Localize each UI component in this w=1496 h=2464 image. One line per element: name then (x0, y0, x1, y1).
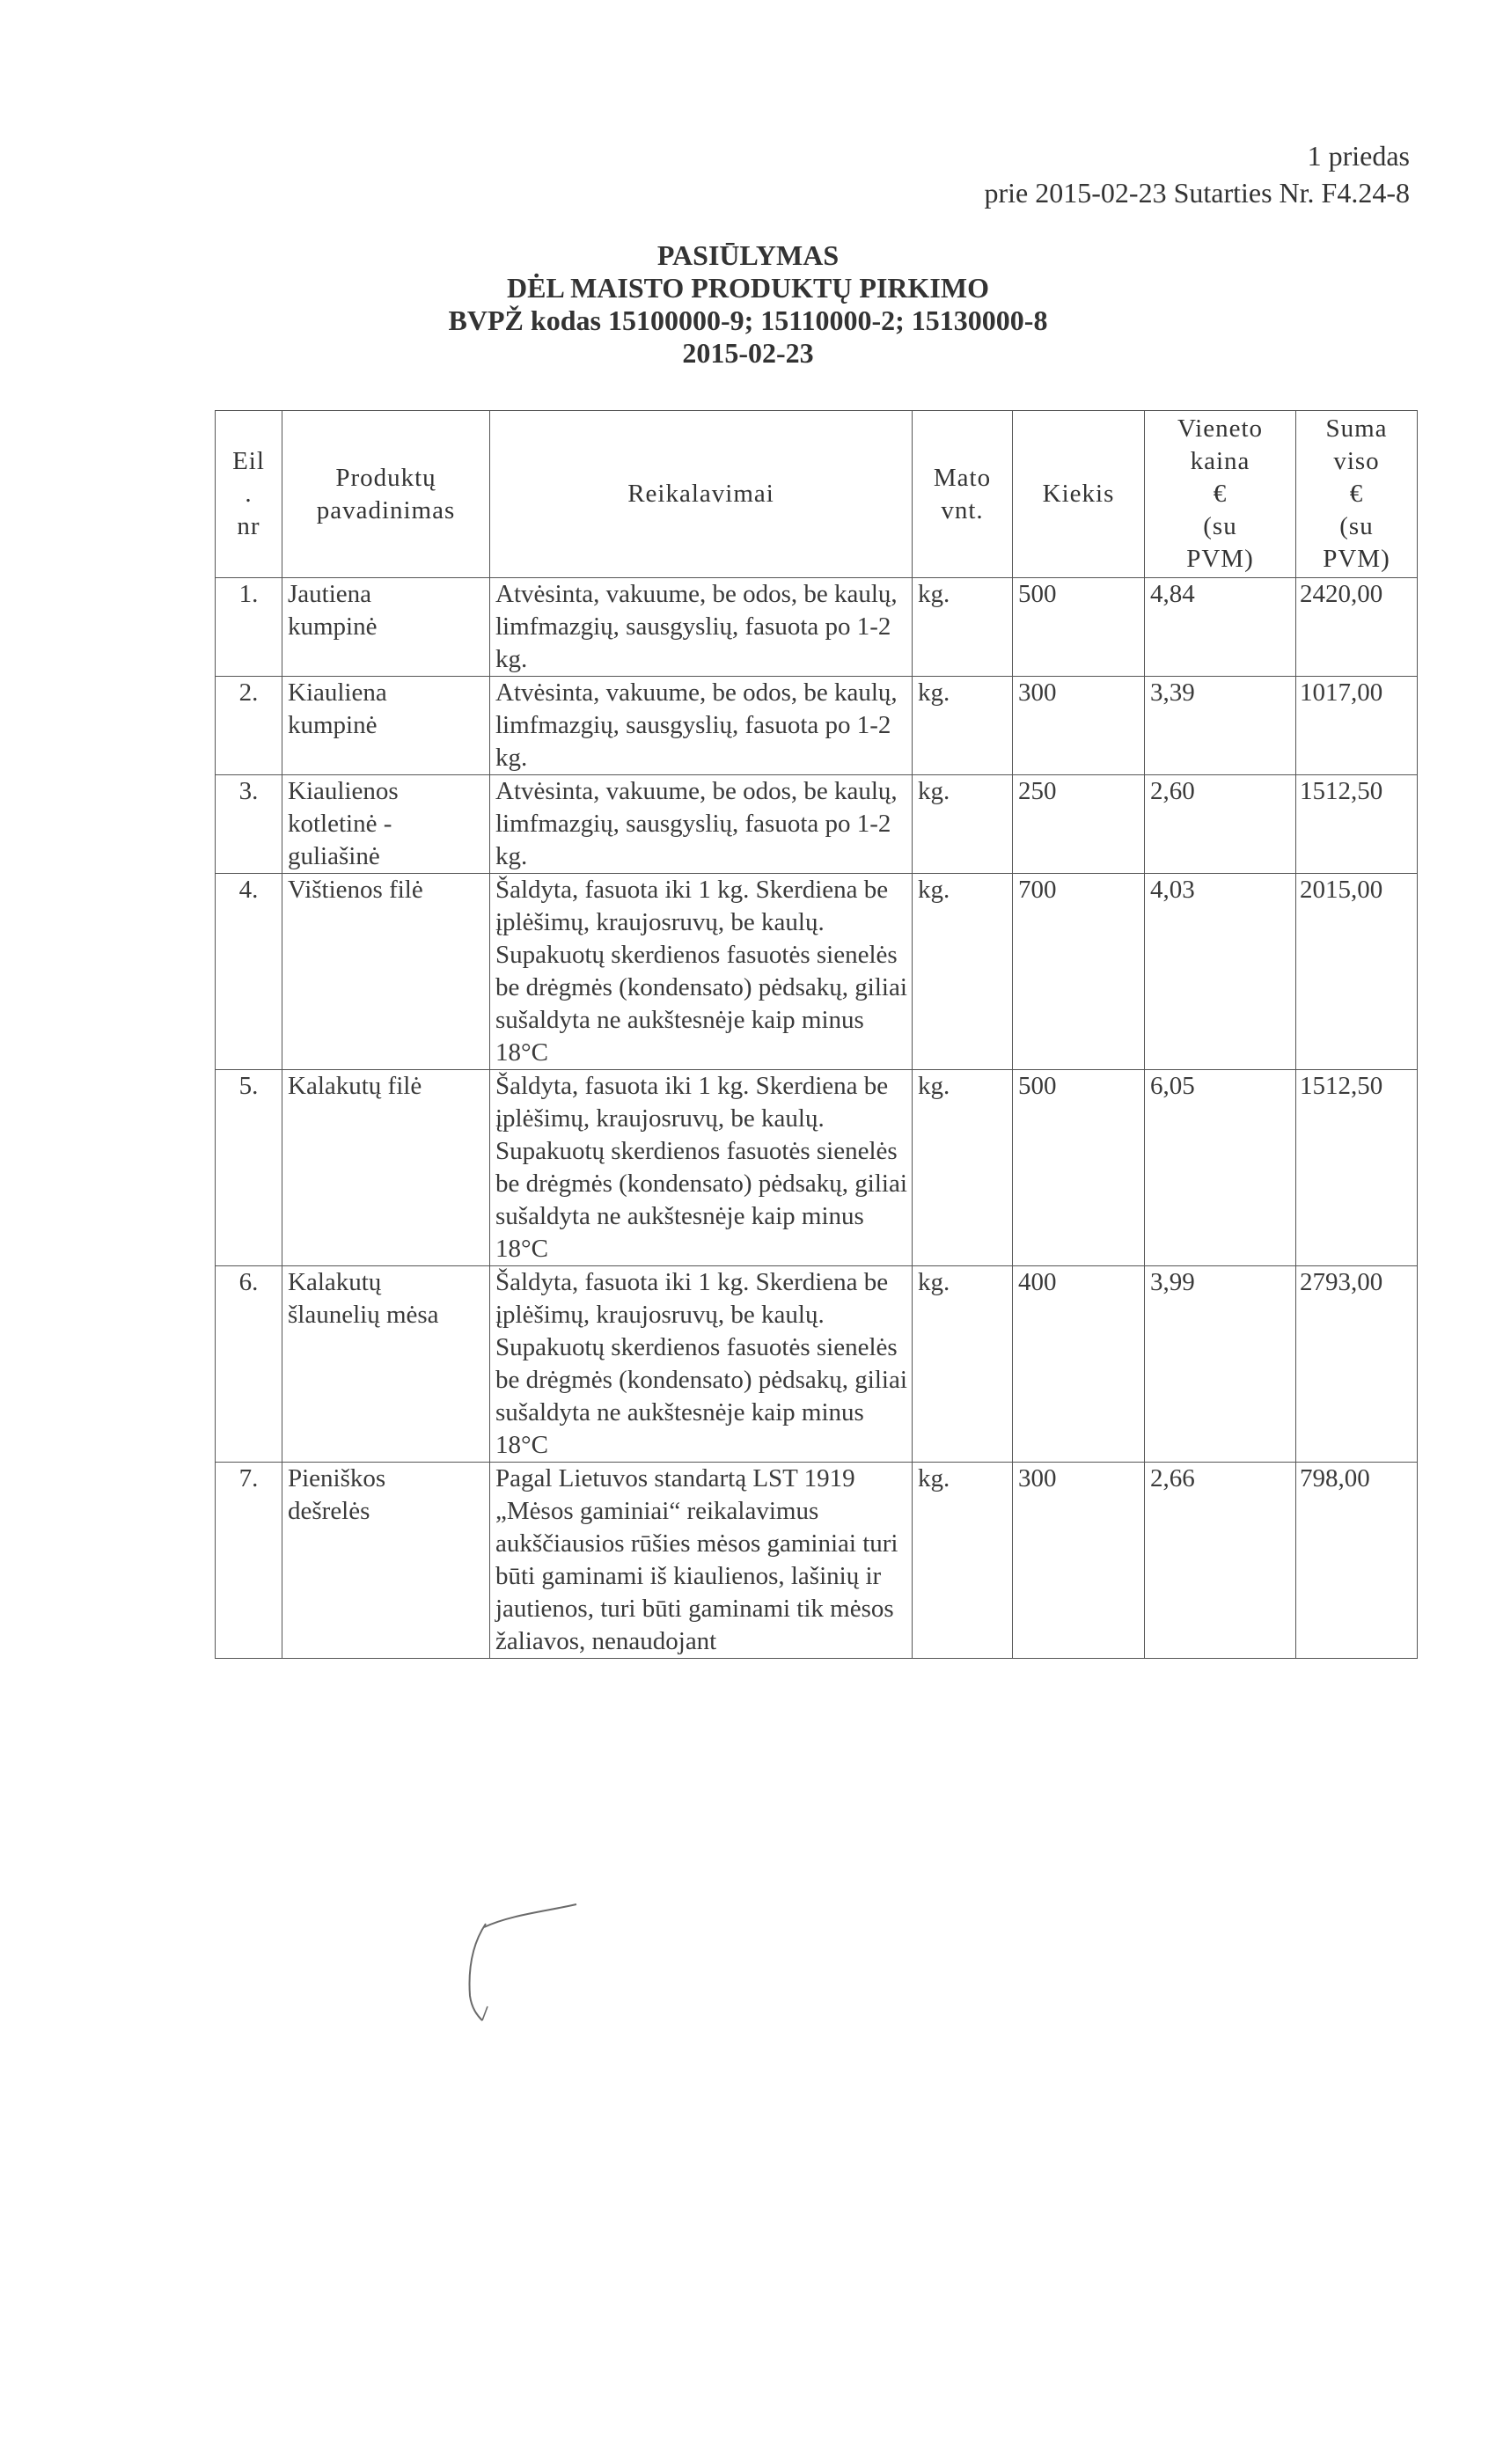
table-row (216, 578, 1418, 677)
cell-unit-price: 2,60 (1145, 775, 1296, 874)
cell-product: Kalakutų filė (282, 1070, 490, 1266)
cell-unit-price: 4,84 (1145, 578, 1296, 677)
cell-nr: 1. (216, 578, 282, 677)
table-row (216, 1463, 1418, 1659)
cell-requirements: Atvėsinta, vakuume, be odos, be kaulų, limfmazgių, sausgyslių, fasuota po 1-2 kg. (490, 775, 913, 874)
cell-requirements: Šaldyta, fasuota iki 1 kg. Skerdiena be įplėšimų, kraujosruvų, be kaulų. Supakuotų skerdienos fasuotės sienelės be drėgmės (kondensato) pėdsakų, giliai sušaldyta ne aukštesnėje kaip minus 18°C (490, 1070, 913, 1266)
cell-quantity: 500 (1013, 578, 1145, 677)
header-total: Suma viso € (su PVM) (1296, 411, 1418, 578)
cell-unit: kg. (913, 874, 1013, 1070)
table-header-row (216, 411, 1418, 578)
cell-quantity: 250 (1013, 775, 1145, 874)
cell-quantity: 300 (1013, 1463, 1145, 1659)
cell-product: Kiaulienos kotletinė - guliašinė (282, 775, 490, 874)
cell-nr: 4. (216, 874, 282, 1070)
annex-label: 1 priedas (1307, 140, 1410, 172)
cell-total: 798,00 (1296, 1463, 1418, 1659)
header-quantity: Kiekis (1013, 411, 1145, 578)
cell-nr: 5. (216, 1070, 282, 1266)
cell-nr: 3. (216, 775, 282, 874)
cell-unit-price: 4,03 (1145, 874, 1296, 1070)
cell-total: 1512,50 (1296, 1070, 1418, 1266)
cell-product: Vištienos filė (282, 874, 490, 1070)
cell-unit: kg. (913, 578, 1013, 677)
header-unit: Mato vnt. (913, 411, 1013, 578)
document-heading (0, 239, 1496, 370)
document-subtitle: DĖL MAISTO PRODUKTŲ PIRKIMO (507, 272, 989, 304)
cell-unit: kg. (913, 1463, 1013, 1659)
cell-product: Jautiena kumpinė (282, 578, 490, 677)
cell-total: 1017,00 (1296, 677, 1418, 775)
table-row (216, 874, 1418, 1070)
cell-unit: kg. (913, 775, 1013, 874)
cell-unit-price: 6,05 (1145, 1070, 1296, 1266)
cell-quantity: 700 (1013, 874, 1145, 1070)
cell-unit-price: 3,99 (1145, 1266, 1296, 1463)
cell-nr: 7. (216, 1463, 282, 1659)
cell-unit: kg. (913, 1070, 1013, 1266)
cell-product: Kalakutų šlaunelių mėsa (282, 1266, 490, 1463)
cell-total: 2015,00 (1296, 874, 1418, 1070)
cell-unit-price: 3,39 (1145, 677, 1296, 775)
table-row (216, 677, 1418, 775)
handwritten-signature (449, 1892, 590, 2024)
table-row (216, 1266, 1418, 1463)
table-row (216, 1070, 1418, 1266)
header-nr: Eil . nr (216, 411, 282, 578)
cell-nr: 2. (216, 677, 282, 775)
annex-reference (985, 137, 1411, 211)
cell-requirements: Šaldyta, fasuota iki 1 kg. Skerdiena be įplėšimų, kraujosruvų, be kaulų. Supakuotų skerdienos fasuotės sienelės be drėgmės (kondensato) pėdsakų, giliai sušaldyta ne aukštesnėje kaip minus 18°C (490, 1266, 913, 1463)
document-date: 2015-02-23 (682, 337, 814, 369)
cell-nr: 6. (216, 1266, 282, 1463)
cell-requirements: Atvėsinta, vakuume, be odos, be kaulų, limfmazgių, sausgyslių, fasuota po 1-2 kg. (490, 578, 913, 677)
header-requirements: Reikalavimai (490, 411, 913, 578)
cell-total: 1512,50 (1296, 775, 1418, 874)
cell-total: 2793,00 (1296, 1266, 1418, 1463)
document-title: PASIŪLYMAS (656, 239, 840, 271)
table-row (216, 775, 1418, 874)
cell-unit-price: 2,66 (1145, 1463, 1296, 1659)
cell-requirements: Pagal Lietuvos standartą LST 1919 „Mėsos gaminiai“ reikalavimus aukščiausios rūšies mėsos gaminiai turi būti gaminami iš kiaulienos, lašinių ir jautienos, turi būti gaminami tik mėsos žaliavos, nenaudojant (490, 1463, 913, 1659)
contract-reference: prie 2015-02-23 Sutarties Nr. F4.24-8 (984, 177, 1410, 209)
cell-requirements: Atvėsinta, vakuume, be odos, be kaulų, limfmazgių, sausgyslių, fasuota po 1-2 kg. (490, 677, 913, 775)
procurement-codes: BVPŽ kodas 15100000-9; 15110000-2; 15130000-8 (448, 304, 1048, 336)
cell-quantity: 400 (1013, 1266, 1145, 1463)
cell-requirements: Šaldyta, fasuota iki 1 kg. Skerdiena be įplėšimų, kraujosruvų, be kaulų. Supakuotų skerdienos fasuotės sienelės be drėgmės (kondensato) pėdsakų, giliai sušaldyta ne aukštesnėje kaip minus 18°C (490, 874, 913, 1070)
header-product: Produktų pavadinimas (282, 411, 490, 578)
cell-product: Pieniškos dešrelės (282, 1463, 490, 1659)
cell-unit: kg. (913, 677, 1013, 775)
header-unit-price: Vieneto kaina € (su PVM) (1145, 411, 1296, 578)
cell-quantity: 500 (1013, 1070, 1145, 1266)
cell-total: 2420,00 (1296, 578, 1418, 677)
cell-unit: kg. (913, 1266, 1013, 1463)
offer-table (215, 410, 1418, 1659)
table-body (216, 578, 1418, 1659)
cell-product: Kiauliena kumpinė (282, 677, 490, 775)
cell-quantity: 300 (1013, 677, 1145, 775)
